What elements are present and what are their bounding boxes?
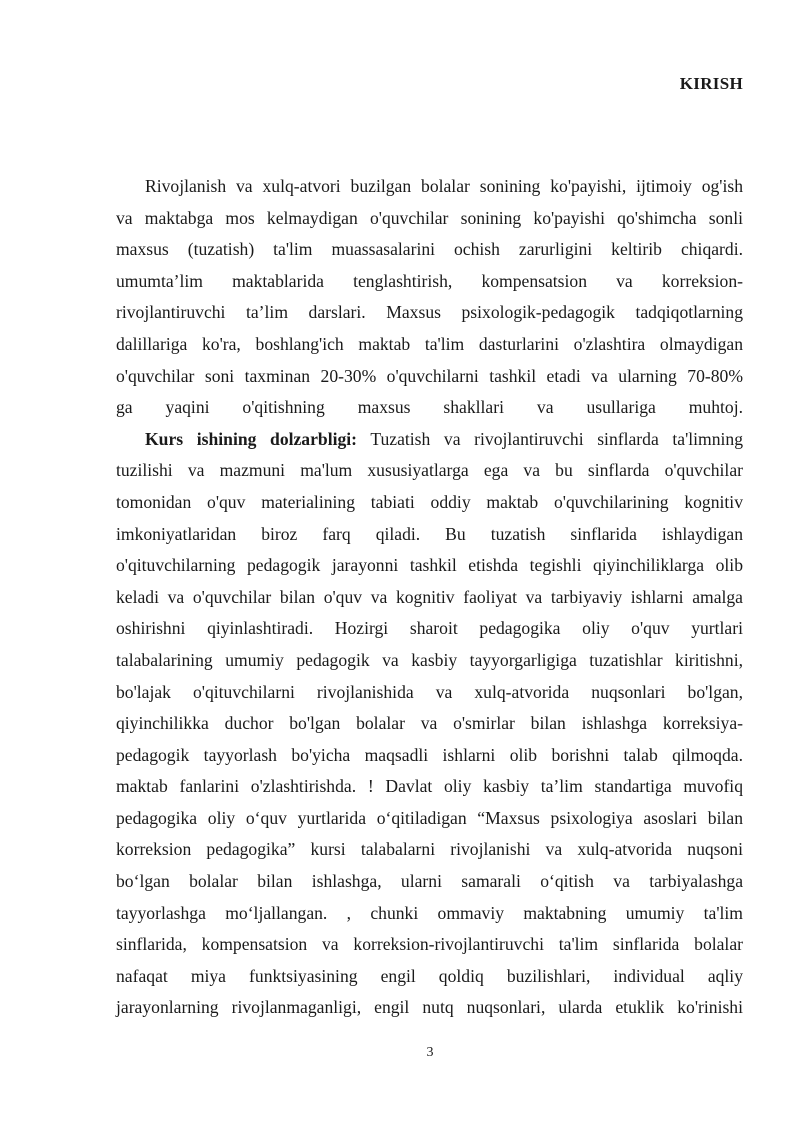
text-line: bo‘lgan bolalar bilan ishlashga, ularni samarali o‘qitish va tarbiyalashga bbox=[116, 871, 743, 892]
text-line: oshirishni qiyinlashtiradi. Hozirgi sharoit pedagogika oliy o'quv yurtlari bbox=[116, 618, 743, 639]
paragraph-lead-line bbox=[116, 424, 743, 456]
text-line: rivojlantiruvchi ta’lim darslari. Maxsus psixologik-pedagogik tadqiqotlarning bbox=[116, 302, 743, 323]
text-line: Rivojlanish va xulq-atvori buzilgan bolalar sonining ko'payishi, ijtimoiy og'ish bbox=[145, 176, 743, 196]
text-line: nafaqat miya funktsiyasining engil qoldiq buzilishlari, individual aqliy bbox=[116, 965, 743, 986]
text-line: va maktabga mos kelmaydigan o'quvchilar sonining ko'payishi qo'shimcha sonli bbox=[116, 207, 743, 228]
text-line: sinflarida, kompensatsion va korreksion-rivojlantiruvchi ta'lim sinflarida bolalar bbox=[116, 934, 743, 955]
body-text bbox=[116, 171, 743, 1024]
text-line: talabalarining umumiy pedagogik va kasbiy tayyorgarligiga tuzatishlar kiritishni, bbox=[116, 649, 743, 670]
text-line: umumta’lim maktablarida tenglashtirish, kompensatsion va korreksion- bbox=[116, 270, 743, 291]
lead-line-rest: Tuzatish va rivojlantiruvchi sinflarda ta'limning bbox=[357, 428, 743, 449]
text-line: o'qituvchilarning pedagogik jarayonni tashkil etishda tegishli qiyinchiliklarga olib bbox=[116, 555, 743, 576]
text-line: korreksion pedagogika” kursi talabalarni rivojlanishi va xulq-atvorida nuqsoni bbox=[116, 839, 743, 860]
text-line: dalillariga ko'ra, boshlang'ich maktab ta'lim dasturlarini o'zlashtira olmaydigan bbox=[116, 333, 743, 354]
text-line: imkoniyatlaridan biroz farq qiladi. Bu tuzatish sinflarida ishlaydigan bbox=[116, 523, 743, 544]
text-line: bo'lajak o'qituvchilarni rivojlanishida va xulq-atvorida nuqsonlari bo'lgan, bbox=[116, 681, 743, 702]
text-line: jarayonlarning rivojlanmaganligi, engil nutq nuqsonlari, ularda etuklik ko'rinishi bbox=[116, 997, 743, 1018]
section-heading: KIRISH bbox=[679, 74, 743, 93]
text-line: pedagogika oliy o‘quv yurtlarida o‘qitiladigan “Maxsus psixologiya asoslari bilan bbox=[116, 807, 743, 828]
text-line: keladi va o'quvchilar bilan o'quv va kognitiv faoliyat va tarbiyaviy ishlarni amalga bbox=[116, 586, 743, 607]
text-line: tuzilishi va mazmuni ma'lum xususiyatlarga ega va bu sinflarda o'quvchilar bbox=[116, 460, 743, 481]
bold-lead: Kurs ishining dolzarbligi: bbox=[145, 428, 358, 449]
text-line: o'quvchilar soni taxminan 20-30% o'quvchilarni tashkil etadi va ularning 70-80% bbox=[116, 365, 743, 386]
text-line: pedagogik tayyorlash bo'yicha maqsadli ishlarni olib borishni talab qilmoqda. bbox=[116, 744, 743, 765]
text-line: maxsus (tuzatish) ta'lim muassasalarini ochish zarurligini keltirib chiqardi. bbox=[116, 239, 743, 260]
text-line: ga yaqini o'qitishning maxsus shakllari va usullariga muhtoj. bbox=[116, 397, 743, 418]
text-line: maktab fanlarini o'zlashtirishda. ! Davlat oliy kasbiy ta’lim standartiga muvofiq bbox=[116, 776, 743, 797]
text-line: tayyorlashga mo‘ljallangan. , chunki ommaviy maktabning umumiy ta'lim bbox=[116, 902, 743, 923]
text-line: qiyinchilikka duchor bo'lgan bolalar va o'smirlar bilan ishlashga korreksiya- bbox=[116, 713, 743, 734]
page-number: 3 bbox=[426, 1045, 434, 1060]
text-line: tomonidan o'quv materialining tabiati oddiy maktab o'quvchilarining kognitiv bbox=[116, 491, 743, 512]
